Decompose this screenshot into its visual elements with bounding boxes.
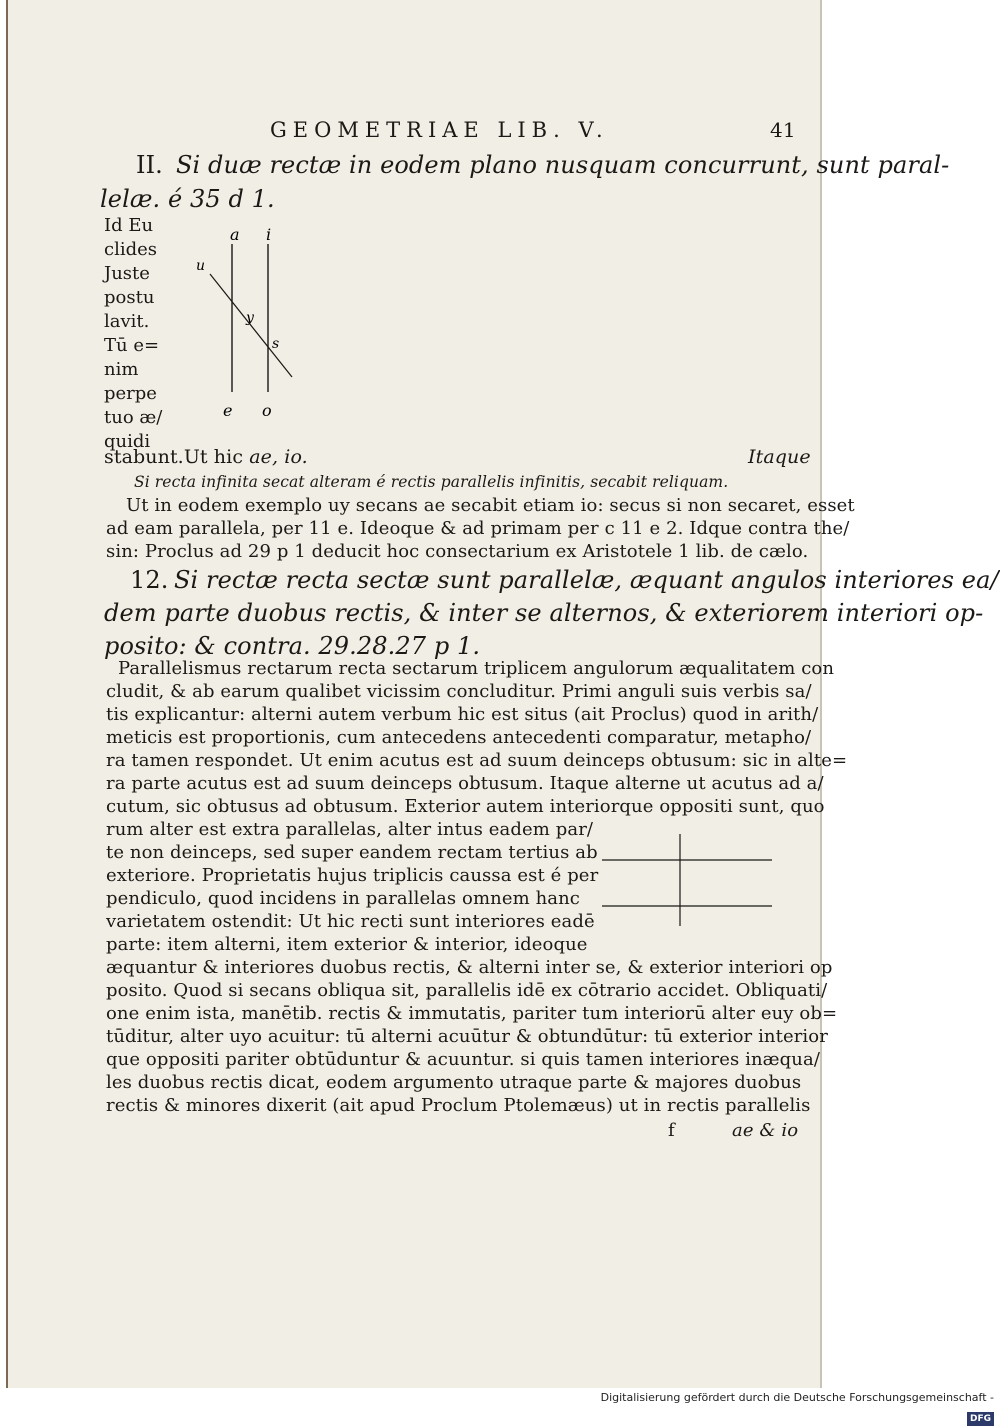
text-line: posito. Quod si secans obliqua sit, parallelis idē ex cōtrario accidet. Obliquati/ <box>106 980 828 1001</box>
digitization-credit <box>600 1388 1000 1424</box>
text-line: meticis est proportionis, cum antecedens antecedenti comparatur, metapho/ <box>106 727 812 748</box>
prop12-number: 12. <box>130 566 169 594</box>
label-o: o <box>262 401 272 420</box>
prop11-statement-line2: lelæ. é 35 d 1. <box>100 185 275 213</box>
text-line: ra tamen respondet. Ut enim acutus est ad suum deinceps obtusum: sic in alte= <box>106 750 848 771</box>
side-note-line: postu <box>104 287 155 308</box>
prop11-statement-line1: Si duæ rectæ in eodem plano nusquam concurrunt, sunt paral- <box>176 151 950 179</box>
side-note-line: Tū e= <box>104 335 160 356</box>
text-line: æquantur & interiores duobus rectis, & alterni inter se, & exterior interiori op <box>106 957 833 978</box>
text-line: les duobus rectis dicat, eodem argumento utraque parte & majores duobus <box>106 1072 802 1093</box>
prop12-statement-line2: dem parte duobus rectis, & inter se alternos, & exteriorem interiori op- <box>104 599 984 627</box>
side-note-line: nim <box>104 359 139 380</box>
text-line: ra parte acutus est ad suum deinceps obtusum. Itaque alterne ut acutus ad a/ <box>106 773 824 794</box>
text-line: pendiculo, quod incidens in parallelas omnem hanc <box>106 888 580 909</box>
text-line: tis explicantur: alterni autem verbum hic est situs (ait Proclus) quod in arith/ <box>106 704 819 725</box>
signature-mark: f <box>668 1120 675 1141</box>
side-note <box>104 214 178 454</box>
text-line: tūditur, alter uyo acuitur: tū alterni acuūtur & obtundūtur: tū exterior interior <box>106 1026 828 1047</box>
parallel-lines-figure <box>190 222 320 422</box>
text-run: stabunt.Ut hic <box>104 446 244 468</box>
label-y: y <box>246 310 254 326</box>
text-line <box>104 445 308 469</box>
text-line: Ut in eodem exemplo uy secans ae secabit etiam io: secus si non secaret, esset <box>126 495 855 516</box>
label-a: a <box>230 225 240 244</box>
text-line: rum alter est extra parallelas, alter intus eadem par/ <box>106 819 594 840</box>
label-e: e <box>223 401 233 420</box>
text-line: sin: Proclus ad 29 p 1 deducit hoc consectarium ex Aristotele 1 lib. de cælo. <box>106 541 809 562</box>
catchword: ae & io <box>732 1120 799 1141</box>
prop11-number: II. <box>136 151 163 179</box>
prop12-statement-line3: posito: & contra. 29.28.27 p 1. <box>104 632 481 660</box>
dfg-logo-icon: DFG <box>967 1412 994 1426</box>
text-line: varietatem ostendit: Ut hic recti sunt interiores eadē <box>106 911 595 932</box>
text-line: rectis & minores dixerit (ait apud Proclum Ptolemæus) ut in rectis parallelis <box>106 1095 811 1116</box>
side-note-line: perpe <box>104 383 157 404</box>
side-note-line: lavit. <box>104 311 150 332</box>
side-note-line: Id Eu <box>104 215 154 236</box>
text-line: exteriore. Proprietatis hujus triplicis caussa est é per <box>106 865 599 886</box>
text-run-italic: ae, io. <box>249 446 308 468</box>
prop12-statement-line1: Si rectæ recta sectæ sunt parallelæ, æquant angulos interiores ea/ <box>174 566 999 594</box>
catchword: Itaque <box>748 446 811 468</box>
label-i: i <box>266 225 272 244</box>
text-line: cludit, & ab earum qualibet vicissim concluditur. Primi anguli suis verbis sa/ <box>106 681 812 702</box>
text-line: cutum, sic obtusus ad obtusum. Exterior autem interiorque oppositi sunt, quo <box>106 796 825 817</box>
text-line: ad eam parallela, per 11 e. Ideoque & ad primam per c 11 e 2. Idque contra the/ <box>106 518 850 539</box>
text-line: parte: item alterni, item exterior & interior, ideoque <box>106 934 588 955</box>
running-title: GEOMETRIAE LIB. V. <box>270 118 609 142</box>
side-note-line: tuo æ/ <box>104 407 163 428</box>
side-note-line: clides <box>104 239 158 260</box>
text-line: que oppositi pariter obtūduntur & acuuntur. si quis tamen interiores inæqua/ <box>106 1049 820 1070</box>
label-u: u <box>196 258 206 274</box>
side-note-line: Juste <box>104 263 150 284</box>
text-line: Parallelismus rectarum recta sectarum triplicem angulorum æqualitatem con <box>118 658 835 679</box>
side-note-line: quidi <box>104 431 151 452</box>
text-line: one enim ista, manētib. rectis & immutatis, pariter tum interiorū alter euy ob= <box>106 1003 838 1024</box>
credit-text: Digitalisierung gefördert durch die Deutsche Forschungsgemeinschaft - <box>600 1391 994 1404</box>
text-line: te non deinceps, sed super eandem rectam tertius ab <box>106 842 598 863</box>
folio-number: 41 <box>770 118 796 142</box>
label-s: s <box>272 336 280 352</box>
corollary: Si recta infinita secat alteram é rectis parallelis infinitis, secabit reliquam. <box>134 473 729 491</box>
perpendicular-figure <box>596 830 776 930</box>
